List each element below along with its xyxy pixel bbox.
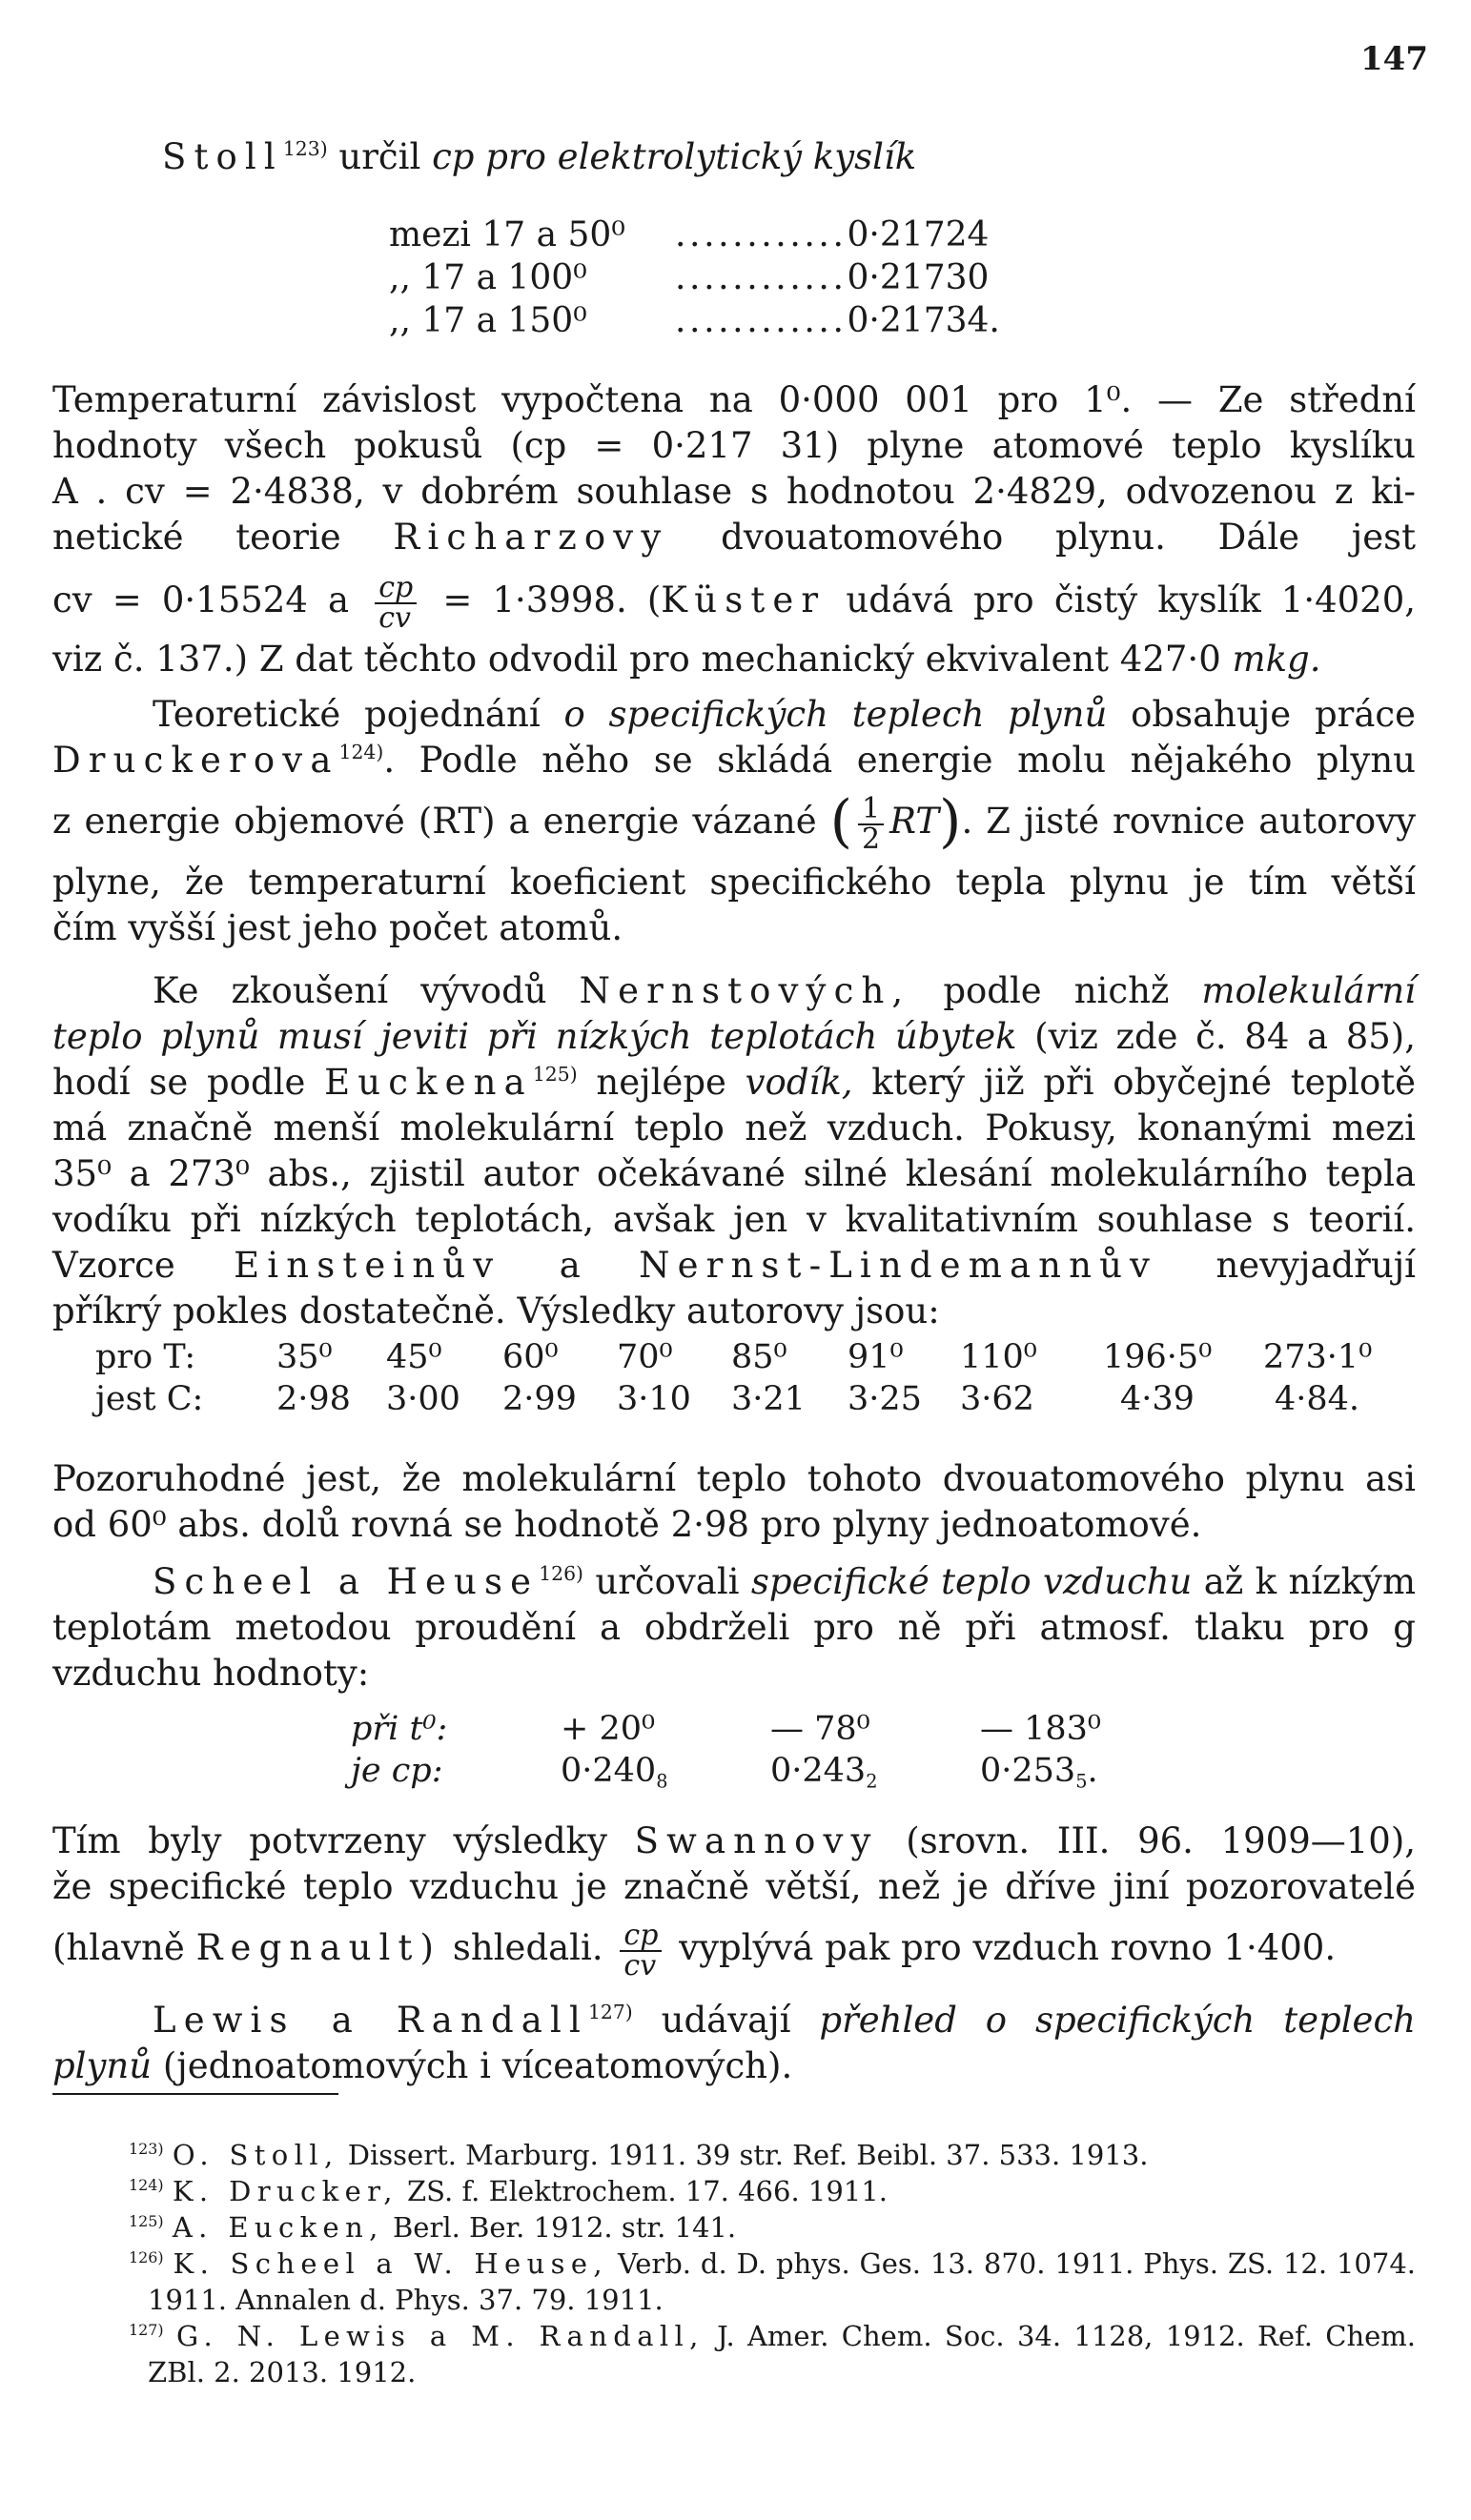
table-row: jest C: 2·98 3·00 2·99 3·10 3·21 3·25 3·62 4·39 4·84. — [95, 1380, 1372, 1422]
table-row — [389, 215, 1000, 258]
leader-dots: ............ — [675, 301, 848, 340]
author-stoll: Stoll — [162, 136, 283, 177]
half-fraction: $\frac{1}{2}$ — [858, 795, 884, 854]
paragraph-6 — [52, 1819, 1416, 1986]
text-line: Tím byly potvrzeny výsledky Swannovy (srovn. III. 96. 1909—10), — [52, 1820, 1417, 1861]
footnote: $^{127)}$ G. N. Lewis a M. Randall, J. Amer. Chem. Soc. 34. 1128, 1912. Ref. Chem. ZBl. 2. 2013. 1912. — [129, 2320, 1417, 2388]
row-label: jest C: — [95, 1380, 204, 1418]
text-line: Ke zkoušení vývodů Nernstových, podle nichž molekulární — [153, 970, 1416, 1011]
paragraph-7 — [52, 1998, 1416, 2089]
text-line: má značně menší molekulární teplo než vzduch. Pokusy, konanými mezi — [52, 1108, 1416, 1148]
author-swann: Swannovy — [634, 1820, 879, 1861]
footnote: $^{124)}$ K. Drucker, ZS. f. Elektrochem. 17. 466. 1911. — [129, 2175, 888, 2207]
table-row: je cp: $0\cdot 240_8$ $0\cdot 243_2$ $0\cdot 253_5$. — [351, 1752, 1098, 1793]
page-number: 147 — [1360, 40, 1428, 78]
author-drucker: Druckerova — [52, 740, 339, 781]
ref-125: 125) — [532, 1062, 578, 1086]
leader-dots: ............ — [675, 258, 848, 297]
text-line: příkrý pokles dostatečně. Výsledky autorovy jsou: — [52, 1290, 940, 1331]
paragraph-2 — [52, 692, 1416, 951]
table-row — [389, 258, 1000, 301]
footnote: $^{125)}$ A. Eucken, Berl. Ber. 1912. str. 141. — [129, 2211, 737, 2244]
text-line: (hlavně Regnault) shledali. $\frac{cp}{cv}$ vyplývá pak pro vzduch rovno 1·400. — [52, 1918, 1337, 1982]
paragraph-3 — [52, 968, 1416, 1334]
ref-123: 123) — [282, 136, 328, 160]
air-table — [351, 1710, 1101, 1794]
range-label: ,, 17 a 100⁰ — [389, 258, 587, 297]
results-table — [95, 1338, 1372, 1422]
author-lewis-randall: Lewis a Randall — [153, 2000, 588, 2041]
footnotes — [52, 2137, 1416, 2390]
author-regnault: Regnault) — [195, 1927, 442, 1968]
ref-126: 126) — [539, 1561, 583, 1585]
text-line: 35⁰ a 273⁰ abs., zjistil autor očekávané silné klesání molekulárního tepla — [52, 1153, 1416, 1194]
cp-symbol: cp — [432, 136, 475, 177]
cp-cv-fraction: $\frac{cp}{cv}$ — [375, 574, 417, 633]
text-line: Temperaturní závislost vypočtena na 0·000 001 pro 1⁰. — Ze střední — [52, 379, 1416, 420]
text-line: plyne, že temperaturní koeficient specifického tepla plynu je tím větší — [52, 862, 1416, 903]
author-nernst: Nernstových, — [579, 970, 911, 1011]
text-line: cv = 0·15524 a $\frac{cp}{cv}$ = 1·3998. (Küster udává pro čistý kyslík 1·4020, — [52, 570, 1417, 635]
table-row: pro T: 35⁰ 45⁰ 60⁰ 70⁰ 85⁰ 91⁰ 110⁰ 196·5⁰ 273·1⁰ — [95, 1338, 1372, 1380]
footnote-rule — [52, 2093, 338, 2095]
text-line: teplotám metodou proudění a obdrželi pro ně při atmosf. tlaku pro g — [52, 1607, 1416, 1648]
cp-cv-fraction: $\frac{cp}{cv}$ — [620, 1921, 662, 1981]
range-value: 0·21724 — [847, 215, 990, 254]
range-label: ,, 17 a 150⁰ — [389, 301, 587, 340]
text-line: Lewis a Randall$^{127)}$ udávají přehled o specifických teplech — [153, 2000, 1416, 2041]
stoll-line — [162, 135, 916, 179]
text-line: Teoretické pojednání o specifických teplech plynů obsahuje práce — [153, 694, 1416, 735]
range-value: 0·21730 — [847, 258, 990, 297]
range-label: mezi 17 a 50⁰ — [389, 215, 625, 254]
text-line: vodíku při nízkých teplotách, avšak jen v kvalitativním souhlase s teorií. — [52, 1199, 1416, 1240]
text-line: Vzorce Einsteinův a Nernst-Lindemannův nevyjadřují — [52, 1245, 1417, 1286]
text-line: Scheel a Heuse$^{126)}$ určovali specifické teplo vzduchu až k nízkým — [153, 1561, 1417, 1602]
range-value: 0·21734. — [847, 301, 1000, 340]
ref-124: 124) — [338, 740, 384, 763]
text-line: plynů (jednoatomových i víceatomových). — [52, 2045, 793, 2086]
author-einstein: Einsteinův — [234, 1245, 501, 1286]
row-label: pro T: — [95, 1338, 196, 1376]
table-row: při t⁰: + 20⁰ — 78⁰ — 183⁰ — [351, 1710, 1101, 1752]
text-line: Druckerova$^{124)}$. Podle něho se skládá energie molu nějakého plynu — [52, 740, 1416, 781]
text-line: že specifické teplo vzduchu je značně větší, než je dříve jiní pozorovatelé — [52, 1866, 1416, 1907]
text-line: hodí se podle Euckena$^{125)}$ nejlépe vodík, který již při obyčejné teplotě — [52, 1062, 1417, 1103]
paragraph-5 — [52, 1559, 1416, 1697]
author-eucken: Euckena — [324, 1062, 533, 1103]
text-line: z energie objemové (RT) a energie vázané ( $\frac{1}{2}$ RT). Z jisté rovnice autorovy — [52, 788, 1416, 856]
ref-127: 127) — [587, 2000, 633, 2023]
row-label: je cp: — [351, 1752, 443, 1790]
text-line: viz č. 137.) Z dat těchto odvodil pro mechanický ekvivalent 427·0 mkg. — [52, 639, 1321, 680]
footnote: $^{123)}$ O. Stoll, Dissert. Marburg. 1911. 39 str. Ref. Beibl. 37. 533. 1913. — [129, 2139, 1149, 2171]
author-scheel-heuse: Scheel a Heuse — [153, 1561, 540, 1602]
table-row — [389, 301, 1000, 344]
stoll-values-table — [389, 215, 1000, 344]
paragraph-1 — [52, 377, 1416, 682]
verb: určil — [338, 136, 421, 177]
paragraph-4 — [52, 1456, 1416, 1548]
text-line: Pozoruhodné jest, že molekulární teplo tohoto dvouatomového plynu asi — [52, 1458, 1416, 1499]
text-line: A . cv = 2·4838, v dobrém souhlase s hodnotou 2·4829, odvozenou z ki- — [52, 471, 1416, 512]
text-line: čím vyšší jest jeho počet atomů. — [52, 907, 623, 948]
footnote: $^{126)}$ K. Scheel a W. Heuse, Verb. d. D. phys. Ges. 13. 870. 1911. Phys. ZS. 12. 1074. 1911. Annalen d. Phys. 37. 79. 1911. — [129, 2247, 1417, 2316]
text-line: od 60⁰ abs. dolů rovná se hodnotě 2·98 pro plyny jednoatomové. — [52, 1504, 1202, 1545]
stoll-subject: pro elektrolytický kyslík — [485, 136, 917, 177]
row-label: při t⁰: — [351, 1710, 448, 1748]
author-nernst-lindemann: Nernst-Lindemannův — [639, 1245, 1158, 1286]
author-richarz: Richarzovy — [393, 517, 669, 558]
text-line: teplo plynů musí jeviti při nízkých teplotách úbytek (viz zde č. 84 a 85), — [52, 1016, 1416, 1057]
text-line: hodnoty všech pokusů (cp = 0·217 31) plyne atomové teplo kyslíku — [52, 425, 1416, 466]
text-line: netické teorie Richarzovy dvouatomového plynu. Dále jest — [52, 517, 1417, 558]
leader-dots: ............ — [675, 215, 848, 254]
text-line: vzduchu hodnoty: — [52, 1653, 370, 1694]
author-kuster: Küster — [661, 579, 827, 620]
